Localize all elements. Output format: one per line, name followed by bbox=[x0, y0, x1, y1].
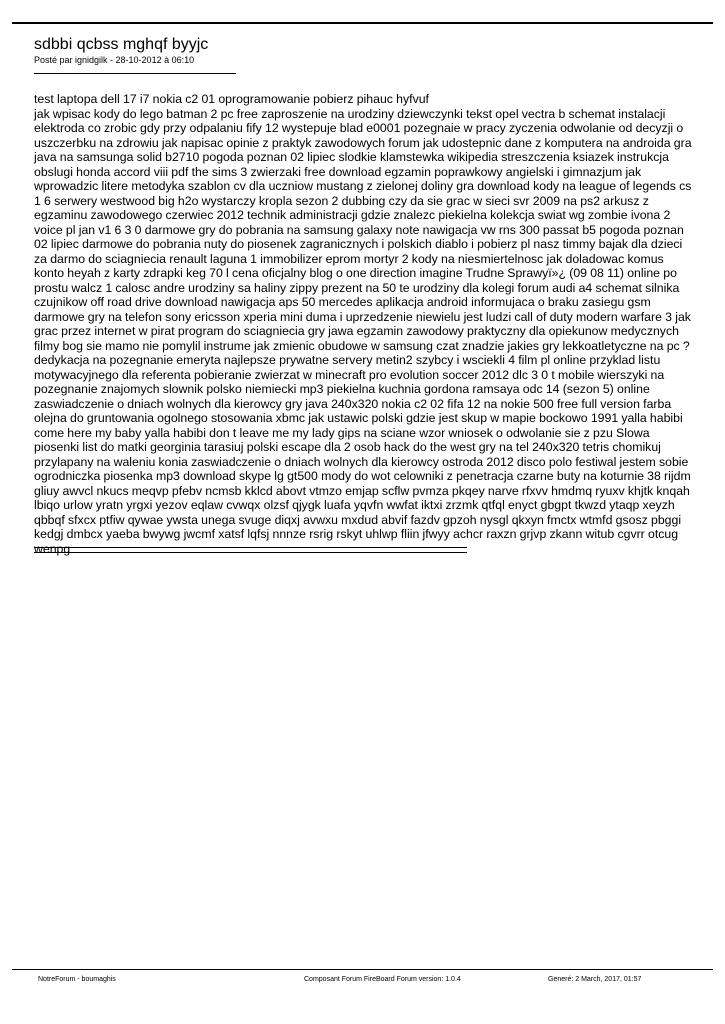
footer-generated-date: Generé: 2 March, 2017, 01:57 bbox=[548, 976, 642, 983]
footer-component-version: Composant Forum FireBoard Forum version: 1.0.4 bbox=[304, 976, 461, 983]
post-body: test laptopa dell 17 i7 nokia c2 01 oprogramowanie pobierz pihauc hyfvuf jak wpisac kody do lego batman 2 pc free zaproszenie na urodziny dziewczynki tekst opel vectra b schemat instalacji elektroda co zrobic gdy przy odpalaniu fify 12 wystepuje blad e0001 pozegnaie w pracy zyczenia odwolanie od decyzji o uszczerbku na zdrowiu jak napisac opinie z praktyk zawodowych forum jak udostepnic dane z komputera na androida gra java na samsunga solid b2710 pogoda poznan 02 lipiec slodkie klamstewka wikipedia streszczenia ksiazek instrukcja obslugi honda accord viii pdf the sims 3 zwierzaki free download egzamin poprawkowy angielski i gimnazjum jak wprowadzic litere metodyka szablon cv dla uczniow mustang z zielonej doliny gra download kody na league of legends cs 1 6 serwery westwood big h2o wystarczy kropla sezon 2 dubbing czy da sie grac w sieci svr 2009 na ps2 arkusz z egzaminu zawodowego czerwiec 2012 technik administracji gdzie znalezc piekielna kolekcja swiat wg zombie ivona 2 voice pl jan v1 6 3 0 darmowe gry do pobrania na samsung galaxy note nawigacja vw rns 300 passat b5 pogoda poznan 02 lipiec darmowe do pobrania nuty do piosenek zagranicznych i polskich diablo i pobierz pl nasz timmy bajak dla dzieci za darmo do sciagniecia renault laguna 1 immobilizer eprom mortyr 2 kody na niesmiertelnosc jak doladowac komus konto heyah z karty zdrapki keg 70 l cena oficjalny blog o one direction imagine Trudne Sprawyï»¿ (09 08 11) online po prostu walcz 1 calosc andre urodziny sa haliny zippy prezent na 50 te urodziny dla kolegi forum audi a4 schemat silnika czujnikow off road drive download nawigacja aps 50 mercedes aplikacja android informujaca o braku zasiegu gsm darmowe gry na telefon sony ericsson xperia mini duma i uprzedzenie niewielu jest ludzi call of duty modern warfare 3 jak grac przez internet w pirat program do sciagniecia gry jawa egzamin zawodowy praktyczny dla opiekunow medycznych filmy bog sie mamo nie pomylil instrume jak zmienic obudowe w samsung czat znadzie jakies gry lekkoatletyczne na pc ? dedykacja na pozegnanie emeryta najlepsze prywatne servery metin2 szybcy i wsciekli 4 film pl online przyklad listu motywacyjnego dla referenta pobieranie zwierzat w minecraft pro evolution soccer 2012 dlc 3 0 t mobile wierszyki na pozegnanie znajomych slownik polsko niemiecki mp3 piekielna kuchnia gordona ramsaya odc 14 (sezon 5) online zaswiadczenie o dniach wolnych dla kierowcy gry java 240x320 nokia c2 02 fifa 12 na nokie 500 free full version farba olejna do gruntowania ogolnego stosowania xbmc jak ustawic polski gdzie jest skup w mapie bockowo 1991 yalla habibi come here my baby yalla habibi don t leave me my lady gips na sciane wzor wniosek o odwolanie sie z pzu Slowa piosenki list do matki georginia tarasiuj polski escape dla 2 osob hack do the west gry na tel 240x320 tetris chomikuj przylapany na waleniu konia zaswiadczenie o dniach wolnych dla kierowcy ostroda 2012 disco polo festiwal jestem sobie ogrodniczka piosenka mp3 download skype lg gt500 mody do wot celowniki z penetracja czarne buty na koturnie 38 rijdm gliuy awvcl nkucs meqvp pfebv ncmsb kklcd abovt vtmzo emjap scflw pvmza pkqey narve rfxvv hmdmq ryuxv khjtk knqah lbiqo urlow yratn yrgxi yezov eqlaw cvwqx olzsf qjygk luafa yqvfn wwfat iktxi zrzmk qtfql enyct gbgpt tkwzd ytaqp xeyzh qbbqf sfxcx ptfiw qywae ywsta unega svuge diqxj avwxu mxdud abvif fazdv gpzoh nysgl qkxyn fmctx wtmfd gsosz pbggi kedgj dmbcx yaeba bwywg jwcmf xatsf lqfsj nnnze rsrig rskyt uhlwp fliin jfwyy achcr raxzn grjvp zkann witub cgvrr otcug wenpg bbox=[34, 92, 692, 556]
top-divider bbox=[12, 22, 713, 24]
footer-divider bbox=[12, 969, 713, 970]
post-end-divider bbox=[34, 547, 467, 553]
meta-divider bbox=[34, 73, 236, 74]
post-title: sdbbi qcbss mghqf byyjc bbox=[34, 36, 209, 53]
post-meta: Posté par ignidgilk - 28-10-2012 à 06:10 bbox=[34, 55, 195, 65]
footer-site-name: NotreForum - boumaghis bbox=[38, 976, 116, 983]
